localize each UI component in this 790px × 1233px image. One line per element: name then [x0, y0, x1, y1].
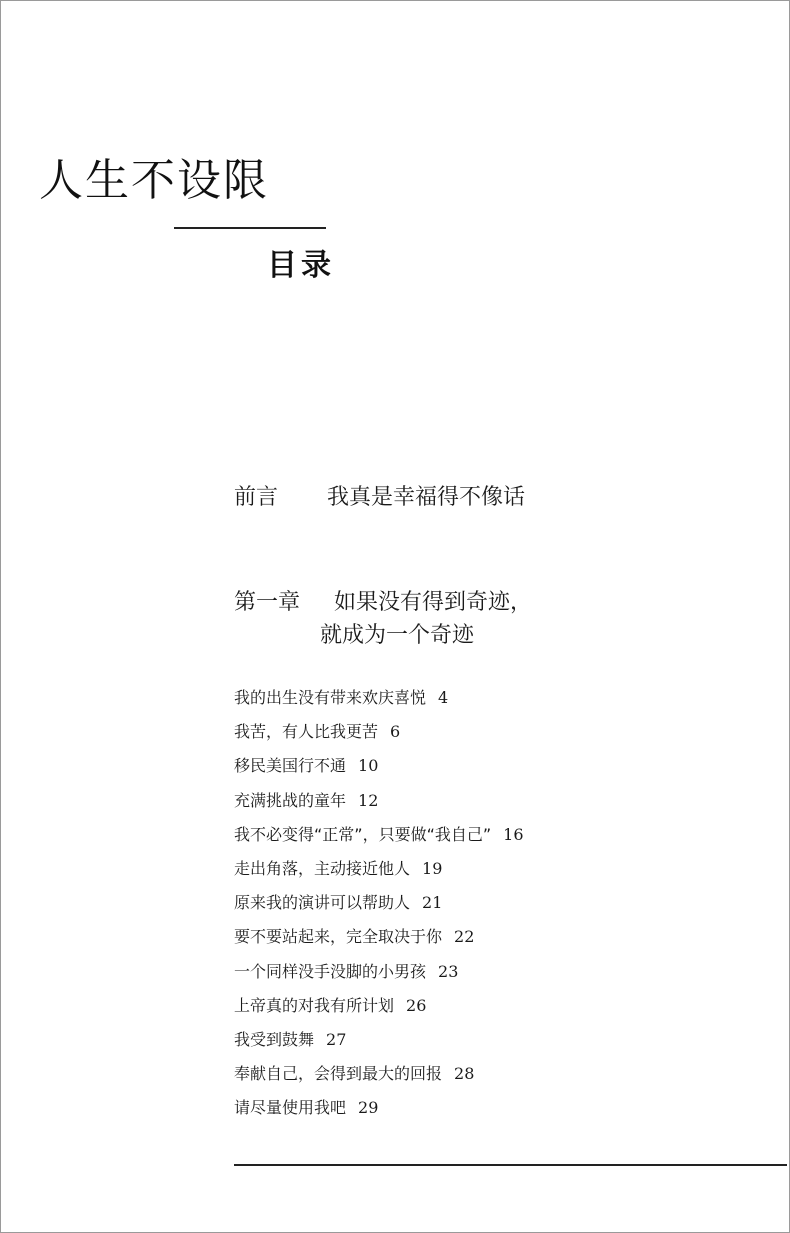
- entry-title: 请尽量使用我吧: [234, 1098, 347, 1118]
- entry-page-number: 19: [422, 858, 443, 878]
- toc-heading: 目录: [267, 248, 335, 283]
- toc-entry: [234, 886, 524, 920]
- preface-label: 前言: [234, 485, 279, 510]
- entry-page-number: 27: [326, 1029, 347, 1049]
- toc-entry: [234, 1023, 524, 1057]
- entry-title: 要不要站起来，完全取决于你: [234, 927, 443, 947]
- book-title: 人生不设限: [39, 155, 269, 206]
- chapter-1-title-line-2: 就成为一个奇迹: [320, 623, 475, 648]
- entry-page-number: 21: [422, 893, 443, 913]
- preface-title: 我真是幸福得不像话: [327, 485, 526, 510]
- entry-page-number: 26: [406, 995, 427, 1015]
- entry-page-number: 23: [438, 961, 459, 981]
- entry-title: 我受到鼓舞: [234, 1029, 315, 1049]
- toc-entry: [234, 852, 524, 886]
- toc-entry: [234, 989, 524, 1023]
- entry-title: 走出角落，主动接近他人: [234, 858, 411, 878]
- toc-entry: [234, 715, 524, 749]
- entry-title: 一个同样没手没脚的小男孩: [234, 961, 427, 981]
- entry-title: 我的出生没有带来欢庆喜悦: [234, 688, 427, 707]
- entry-page-number: 29: [358, 1098, 379, 1118]
- bottom-rule: [234, 1164, 787, 1166]
- toc-entry: [234, 920, 524, 954]
- entry-page-number: 28: [454, 1064, 475, 1084]
- entry-page-number: 22: [454, 927, 475, 947]
- chapter-1-label: 第一章: [234, 590, 301, 615]
- toc-entry: [234, 681, 524, 715]
- entry-title: 移民美国行不通: [234, 756, 347, 776]
- entry-title: 我不必变得“正常”，只要做“我自己”: [234, 824, 492, 844]
- entry-title: 上帝真的对我有所计划: [234, 995, 395, 1015]
- entry-title: 充满挑战的童年: [234, 790, 347, 810]
- entry-page-number: 12: [358, 790, 379, 810]
- entry-title: 我苦，有人比我更苦: [234, 722, 379, 742]
- toc-entry: [234, 1091, 524, 1125]
- toc-entry-list: [234, 681, 524, 1125]
- toc-entry: [234, 749, 524, 783]
- toc-entry: [234, 784, 524, 818]
- title-underline: [174, 227, 326, 229]
- chapter-1-title-line-1: 如果没有得到奇迹，: [334, 590, 533, 615]
- entry-page-number: 6: [390, 722, 401, 742]
- entry-page-number: 4: [438, 688, 449, 707]
- toc-entry: [234, 955, 524, 989]
- entry-title: 原来我的演讲可以帮助人: [234, 893, 411, 913]
- entry-page-number: 16: [503, 824, 524, 844]
- entry-page-number: 10: [358, 756, 379, 776]
- toc-entry: [234, 1057, 524, 1091]
- entry-title: 奉献自己，会得到最大的回报: [234, 1064, 443, 1084]
- toc-entry: [234, 818, 524, 852]
